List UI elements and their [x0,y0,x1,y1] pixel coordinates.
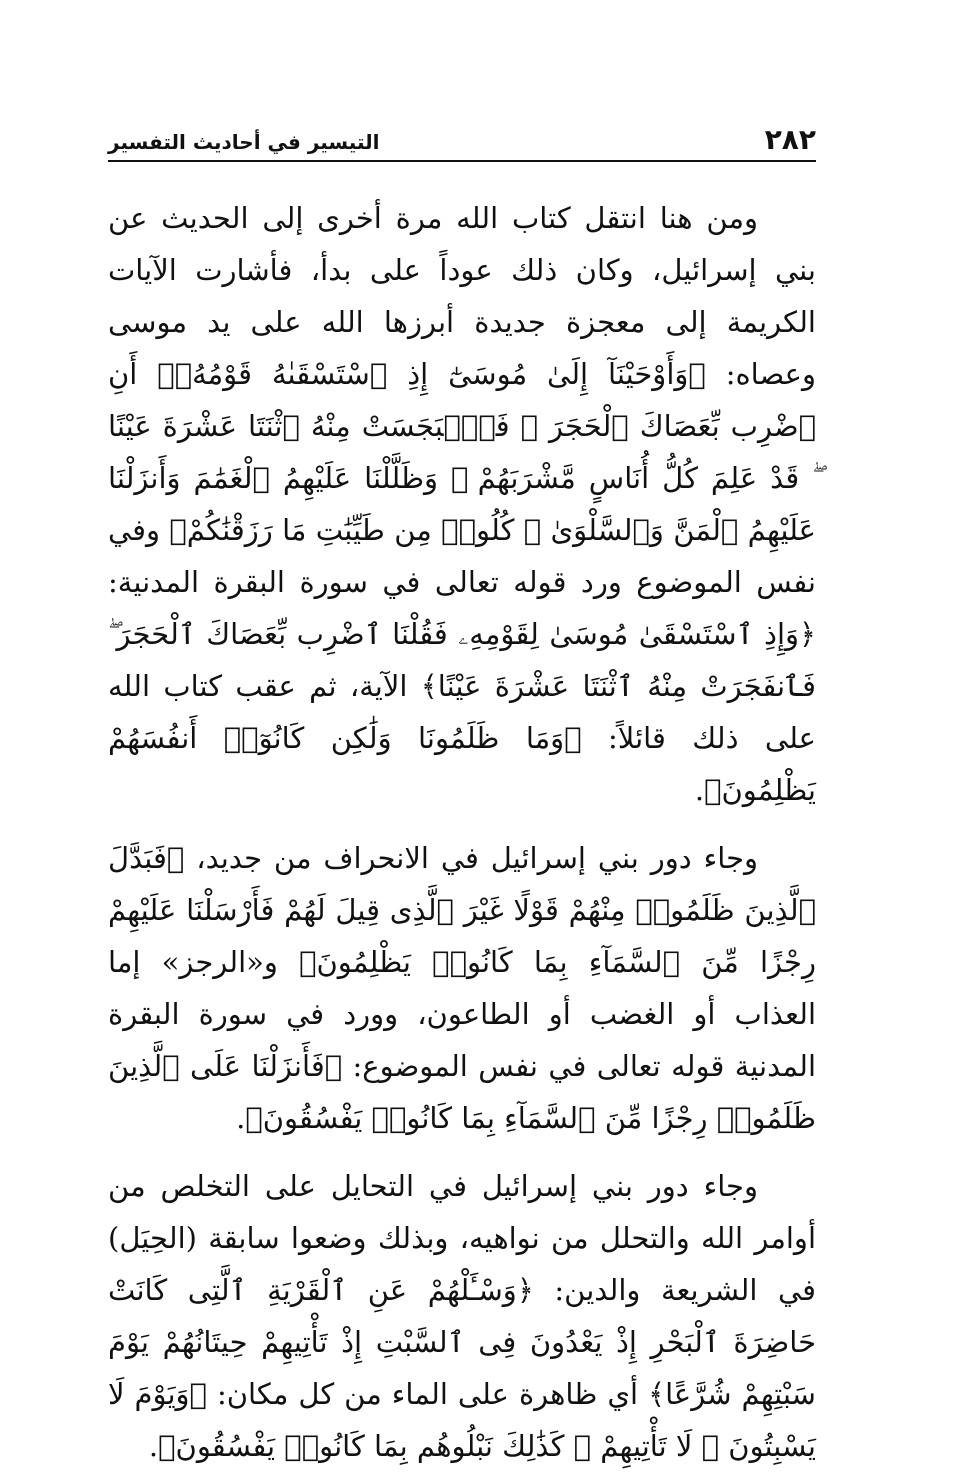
text-segment: ومن هنا انتقل كتاب الله مرة أخرى إلى الحديث عن بني إسرائيل، وكان ذلك عوداً على بدأ، فأشارت الآيات الكريمة إلى معجزة جديدة أبرزها الله على يد موسى وعصاه: [108,201,816,391]
body-text [108,192,816,1472]
text-segment: وفي نفس الموضوع ورد قوله تعالى في سورة البقرة المدنية: [108,513,816,599]
page-header [108,118,816,162]
running-title: التيسير في أحاديث التفسير [108,130,380,154]
quran-verse: ﴿وَسْـَٔلْهُمْ عَنِ ٱلْقَرْيَةِ ٱلَّتِى كَانَتْ حَاضِرَةَ ٱلْبَحْرِ إِذْ يَعْدُونَ فِى ٱلسَّبْتِ إِذْ تَأْتِيهِمْ حِيتَانُهُمْ يَوْمَ سَبْتِهِمْ شُرَّعًا﴾ [108,1273,816,1411]
paragraph-3 [108,1160,816,1472]
text-segment: . [236,1101,246,1135]
paragraph-1 [108,192,816,816]
text-segment: . [694,773,705,807]
paragraph-2 [108,832,816,1144]
text-segment: الآية، ثم عقب كتاب الله على ذلك قائلاً: [108,669,816,755]
quran-verse: ﴿فَبَدَّلَ ٱلَّذِينَ ظَلَمُوا۟ مِنْهُمْ قَوْلًا غَيْرَ ٱلَّذِى قِيلَ لَهُمْ فَأَرْسَلْنَا عَلَيْهِمْ رِجْزًا مِّنَ ٱلسَّمَآءِ بِمَا كَانُوا۟ يَظْلِمُونَ﴾ [108,841,816,979]
page-number: ٢٨٢ [764,123,816,156]
quran-verse: ﴿وَمَا ظَلَمُونَا وَلَٰكِن كَانُوٓا۟ أَنفُسَهُمْ يَظْلِمُونَ﴾ [108,721,816,807]
text-segment: أي ظاهرة على الماء من كل مكان: [206,1377,649,1411]
quran-verse: ﴿وَأَوْحَيْنَآ إِلَىٰ مُوسَىٰٓ إِذِ ٱسْتَسْقَىٰهُ قَوْمُهُۥٓ أَنِ ٱضْرِب بِّعَصَاكَ ٱلْحَجَرَ ۖ فَٱنۢبَجَسَتْ مِنْهُ ٱثْنَتَا عَشْرَةَ عَيْنًا ۖ قَدْ عَلِمَ كُلُّ أُنَاسٍ مَّشْرَبَهُمْ ۚ وَظَلَّلْنَا عَلَيْهِمُ ٱلْغَمَٰمَ وَأَنزَلْنَا عَلَيْهِمُ ٱلْمَنَّ وَٱلسَّلْوَىٰ ۖ كُلُوا۟ مِن طَيِّبَٰتِ مَا رَزَقْنَٰكُمْ﴾ [108,357,816,547]
text-segment: وجاء دور بني إسرائيل في الانحراف من جديد، [184,841,758,875]
text-segment: . [148,1429,159,1463]
quran-verse: ﴿وَإِذِ ٱسْتَسْقَىٰ مُوسَىٰ لِقَوْمِهِۦ فَقُلْنَا ٱضْرِب بِّعَصَاكَ ٱلْحَجَرَ ۖ فَٱنفَجَرَتْ مِنْهُ ٱثْنَتَا عَشْرَةَ عَيْنًا﴾ [108,617,816,703]
quran-verse: ﴿فَأَنزَلْنَا عَلَى ٱلَّذِينَ ظَلَمُوا۟ رِجْزًا مِّنَ ٱلسَّمَآءِ بِمَا كَانُوا۟ يَفْسُقُونَ﴾ [108,1049,816,1135]
text-segment: و«الرجز» إما العذاب أو الغضب أو الطاعون، وورد في سورة البقرة المدنية قوله تعالى في نفس الموضوع: [108,945,817,1083]
quran-verse: ﴿وَيَوْمَ لَا يَسْبِتُونَ ۙ لَا تَأْتِيهِمْ ۚ كَذَٰلِكَ نَبْلُوهُم بِمَا كَانُوا۟ يَفْسُقُونَ﴾ [108,1377,816,1463]
text-segment: وجاء دور بني إسرائيل في التحايل على التخلص من أوامر الله والتحلل من نواهيه، وبذلك وضعوا سابقة (الحِيَل) في الشريعة والدين: [108,1169,816,1307]
